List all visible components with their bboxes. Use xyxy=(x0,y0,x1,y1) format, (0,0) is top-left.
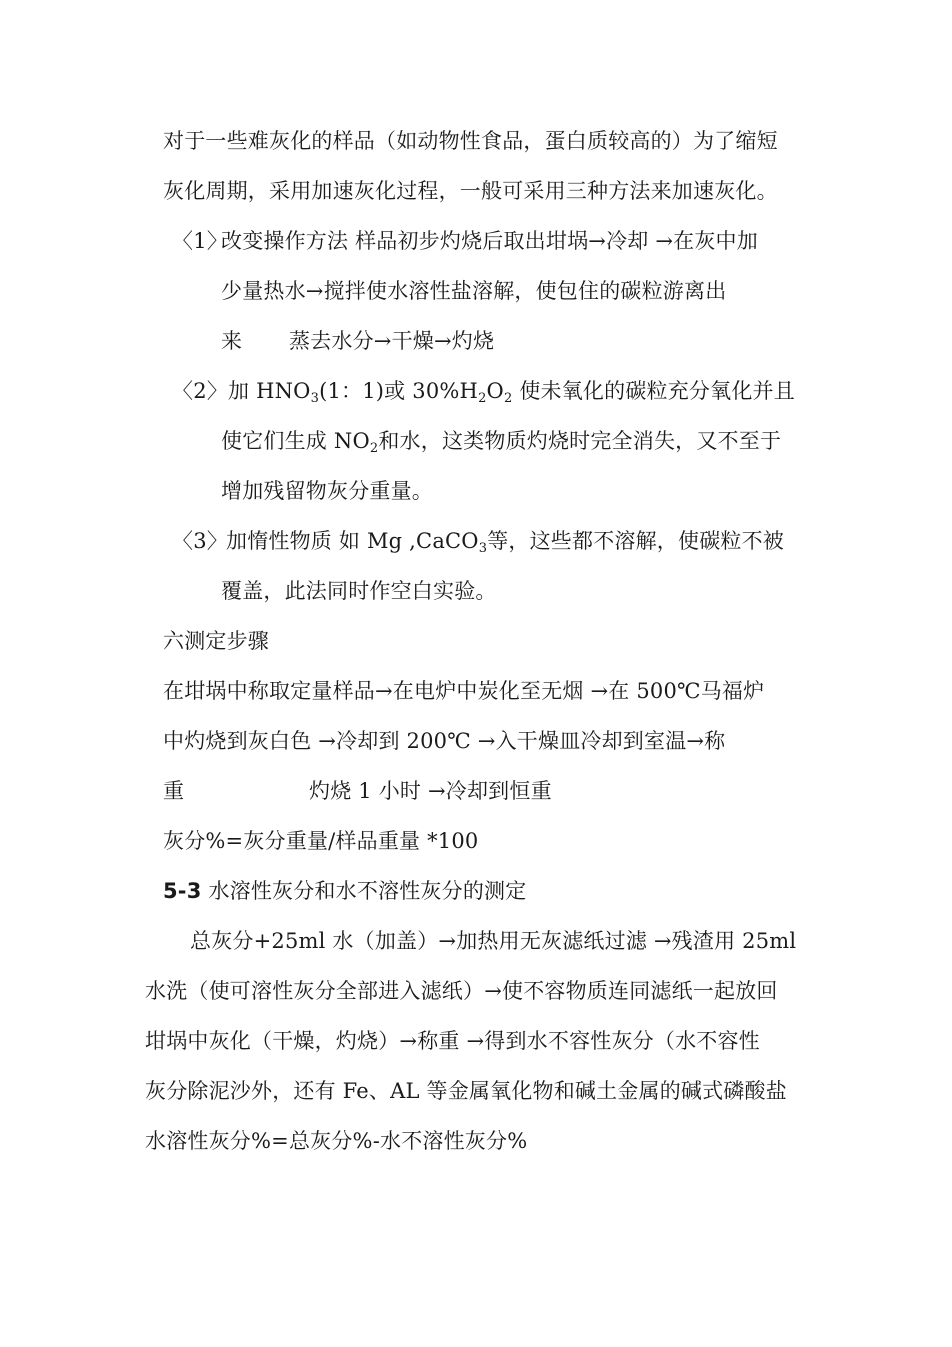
section-6-line-3b: 灼烧 1 小时 →冷却到恒重 xyxy=(309,779,552,803)
section-6-line-3a: 重 xyxy=(163,779,185,803)
section-53-para-3: 坩埚中灰化（干燥，灼烧）→称重 →得到水不容性灰分（水不容性 xyxy=(145,1029,760,1053)
method-2-label: 〈2〉 xyxy=(172,379,228,403)
method-3-label: 〈3〉 xyxy=(172,529,228,553)
method-2-line-1: 加 $HNO_3(1$：1)或 $30\%H_2O_2$ 使未氧化的碳粒充分氧化并且 xyxy=(228,379,795,406)
section-6-line-1: 在坩埚中称取定量样品→在电炉中炭化至无烟 →在 500℃马福炉 xyxy=(163,679,765,703)
section-53-para-5: 水溶性灰分%=总灰分%-水不溶性灰分% xyxy=(145,1129,528,1153)
method-1-line-3a: 来 xyxy=(221,329,243,353)
section-53-para-4: 灰分除泥沙外，还有 Fe、AL 等金属氧化物和碱土金属的碱式磷酸盐 xyxy=(145,1079,787,1103)
section-53-para-2: 水洗（使可溶性灰分全部进入滤纸）→使不容物质连同滤纸一起放回 xyxy=(145,979,778,1003)
method-2-line-2: 使它们生成 $NO_2$和水，这类物质灼烧时完全消失，又不至于 xyxy=(221,429,782,456)
ash-formula: 灰分%=灰分重量/样品重量 *100 xyxy=(163,829,479,853)
section-6-line-2: 中灼烧到灰白色 →冷却到 200℃ →入干燥皿冷却到室温→称 xyxy=(163,729,726,753)
section-53-title: 水溶性灰分和水不溶性灰分的测定 xyxy=(208,879,527,903)
method-1-line-1: 改变操作方法 样品初步灼烧后取出坩埚→冷却 →在灰中加 xyxy=(221,229,758,253)
method-2-line-3: 增加残留物灰分重量。 xyxy=(221,479,433,503)
section-53-heading xyxy=(163,878,526,904)
method-3-line-2: 覆盖，此法同时作空白实验。 xyxy=(221,579,497,603)
section-6-title: 六测定步骤 xyxy=(163,629,269,653)
method-3-line-1: 加惰性物质 如 Mg ,CaCO$_3$等，这些都不溶解，使碳粒不被 xyxy=(226,529,785,556)
intro-line-2: 灰化周期，采用加速灰化过程，一般可采用三种方法来加速灰化。 xyxy=(163,179,778,203)
method-1-line-3b: 蒸去水分→干燥→灼烧 xyxy=(289,329,495,353)
method-1-label: 〈1〉 xyxy=(172,229,228,253)
section-53-number: 5-3 xyxy=(163,879,202,903)
method-1-line-2: 少量热水→搅拌使水溶性盐溶解，使包住的碳粒游离出 xyxy=(221,279,727,303)
section-53-para-1: 总灰分+25ml 水（加盖）→加热用无灰滤纸过滤 →残渣用 25ml xyxy=(190,929,797,953)
intro-line-1: 对于一些难灰化的样品（如动物性食品，蛋白质较高的）为了缩短 xyxy=(163,129,778,153)
